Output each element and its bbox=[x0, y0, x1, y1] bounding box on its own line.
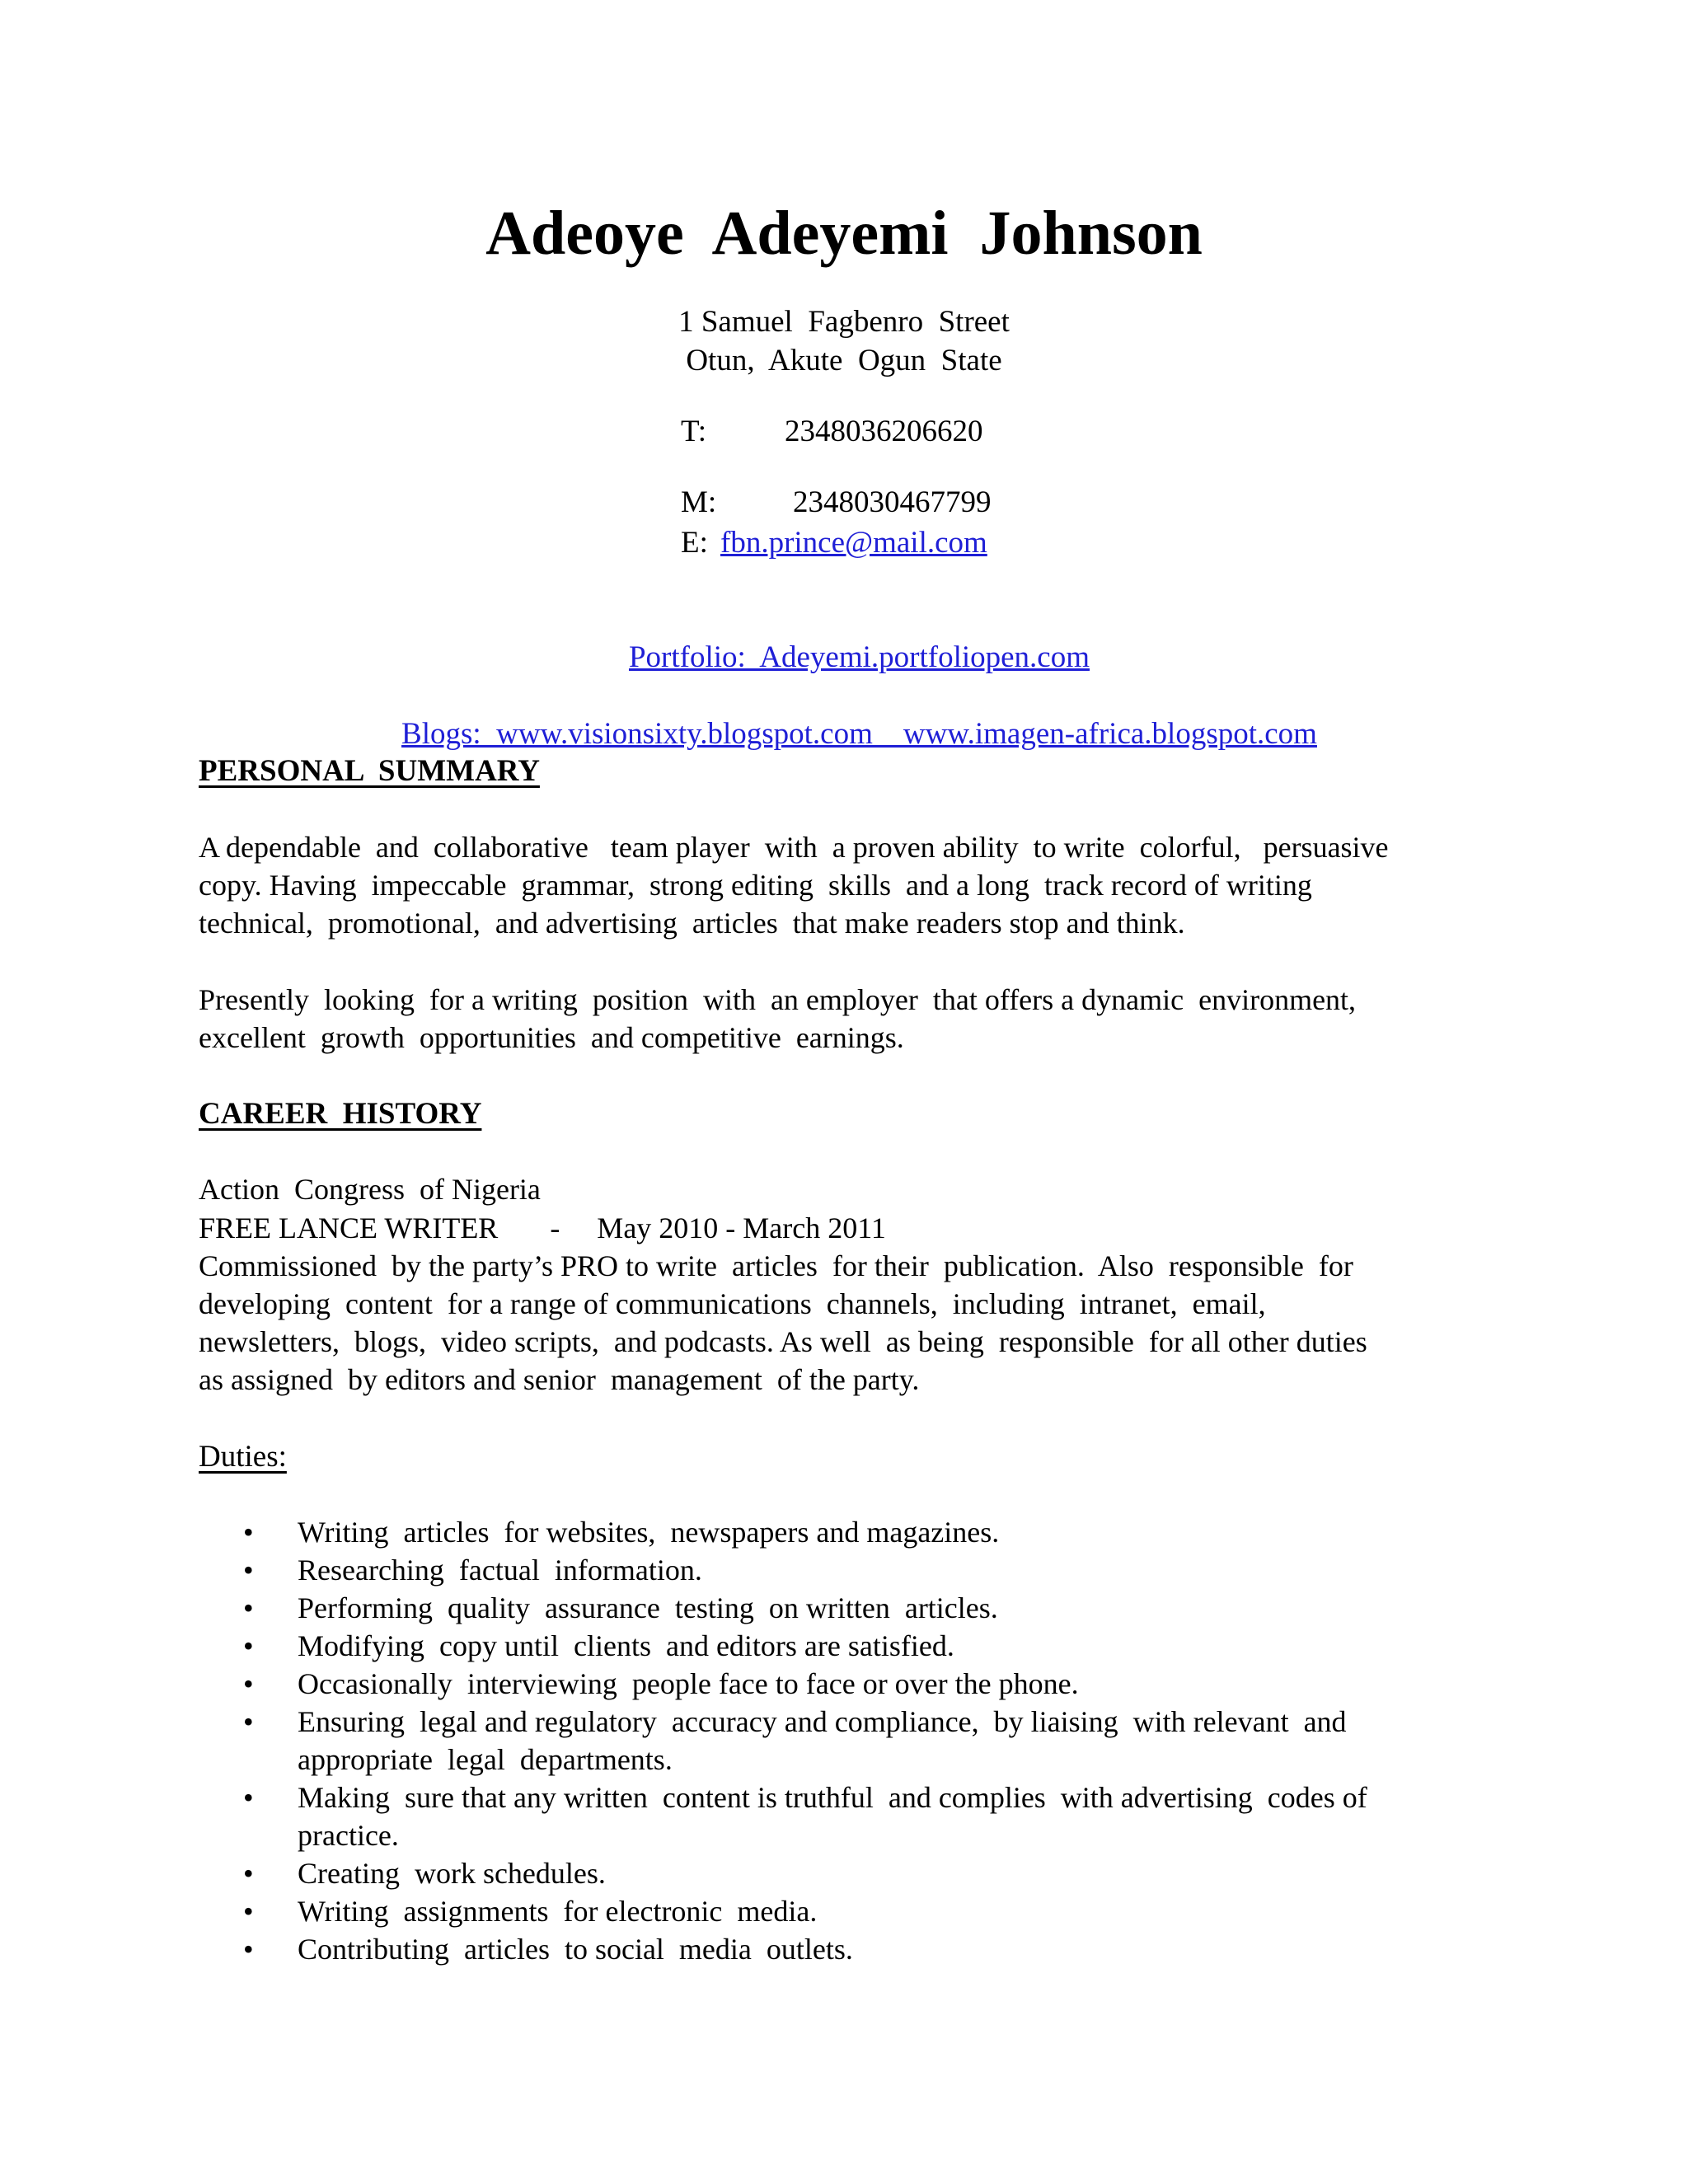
mobile-value: 2348030467799 bbox=[793, 485, 992, 519]
employer-name bbox=[199, 1170, 1484, 1208]
candidate-name: Adeoye Adeyemi Johnson bbox=[485, 199, 1203, 268]
summary-line: technical, promotional, and advertising articles that make readers stop and think. bbox=[199, 907, 1185, 940]
bullet-icon: • bbox=[243, 1629, 254, 1662]
list-item bbox=[199, 1551, 1517, 1589]
duties-heading: Duties: bbox=[199, 1440, 287, 1474]
duty-text: practice. bbox=[298, 1819, 399, 1852]
summary-paragraph-1 bbox=[199, 828, 1484, 942]
blogs-link[interactable]: Blogs: www.visionsixty.blogspot.com www.imagen-africa.blogspot.com bbox=[401, 717, 1317, 751]
duty-text: Making sure that any written content is truthful and complies with advertising codes of bbox=[298, 1781, 1367, 1814]
duty-text: Writing articles for websites, newspapers and magazines. bbox=[298, 1516, 1000, 1549]
summary-line: A dependable and collaborative team player with a proven ability to write colorful, persuasive bbox=[199, 831, 1389, 864]
phone-label: T: bbox=[681, 415, 707, 448]
email-label: E: bbox=[681, 526, 708, 560]
duty-text: Researching factual information. bbox=[298, 1554, 702, 1586]
address-line-2: Otun, Akute Ogun State bbox=[686, 344, 1002, 377]
career-history-heading: CAREER HISTORY bbox=[199, 1097, 482, 1131]
list-item bbox=[199, 1930, 1517, 1968]
list-item bbox=[199, 1665, 1517, 1703]
duty-text: Occasionally interviewing people face to face or over the phone. bbox=[298, 1667, 1079, 1700]
duty-text: Performing quality assurance testing on written articles. bbox=[298, 1591, 998, 1624]
list-item bbox=[199, 1513, 1517, 1551]
duty-text: Contributing articles to social media outlets. bbox=[298, 1933, 853, 1966]
description-line: Commissioned by the party’s PRO to write articles for their publication. Also responsible for bbox=[199, 1249, 1353, 1282]
summary-line: copy. Having impeccable grammar, strong editing skills and a long track record of writing bbox=[199, 869, 1312, 902]
email-link[interactable]: fbn.prince@mail.com bbox=[720, 526, 987, 560]
phone-value: 2348036206620 bbox=[785, 415, 983, 448]
duty-text: Creating work schedules. bbox=[298, 1857, 606, 1890]
duties-list bbox=[199, 1513, 1517, 1968]
bullet-icon: • bbox=[243, 1516, 254, 1549]
summary-line: Presently looking for a writing position with an employer that offers a dynamic environment, bbox=[199, 983, 1357, 1016]
mobile-label: M: bbox=[681, 485, 717, 519]
bullet-icon: • bbox=[243, 1857, 254, 1890]
bullet-icon: • bbox=[243, 1591, 254, 1624]
employer-text: Action Congress of Nigeria bbox=[199, 1173, 541, 1206]
description-line: as assigned by editors and senior management of the party. bbox=[199, 1363, 920, 1396]
summary-paragraph-2 bbox=[199, 981, 1484, 1057]
list-item bbox=[199, 1627, 1517, 1665]
duty-text: Ensuring legal and regulatory accuracy and compliance, by liaising with relevant and bbox=[298, 1705, 1347, 1738]
bullet-icon: • bbox=[243, 1933, 254, 1966]
list-item bbox=[199, 1779, 1517, 1854]
duty-text: Modifying copy until clients and editors are satisfied. bbox=[298, 1629, 954, 1662]
duty-text: appropriate legal departments. bbox=[298, 1743, 673, 1776]
description-line: developing content for a range of communications channels, including intranet, email, bbox=[199, 1287, 1266, 1320]
bullet-icon: • bbox=[243, 1781, 254, 1814]
role-text: FREE LANCE WRITER - May 2010 - March 2011 bbox=[199, 1212, 886, 1244]
duty-text: Writing assignments for electronic media. bbox=[298, 1895, 818, 1928]
list-item bbox=[199, 1854, 1517, 1892]
bullet-icon: • bbox=[243, 1895, 254, 1928]
role-description bbox=[199, 1247, 1484, 1399]
role-dates bbox=[199, 1209, 1484, 1247]
list-item bbox=[199, 1703, 1517, 1779]
portfolio-link[interactable]: Portfolio: Adeyemi.portfoliopen.com bbox=[628, 640, 1090, 674]
list-item bbox=[199, 1589, 1517, 1627]
description-line: newsletters, blogs, video scripts, and podcasts. As well as being responsible for all other duties bbox=[199, 1325, 1367, 1358]
personal-summary-heading: PERSONAL SUMMARY bbox=[199, 754, 540, 788]
summary-line: excellent growth opportunities and competitive earnings. bbox=[199, 1021, 904, 1054]
bullet-icon: • bbox=[243, 1667, 254, 1700]
address-line-1: 1 Samuel Fagbenro Street bbox=[678, 305, 1010, 339]
bullet-icon: • bbox=[243, 1705, 254, 1738]
list-item bbox=[199, 1892, 1517, 1930]
bullet-icon: • bbox=[243, 1554, 254, 1586]
